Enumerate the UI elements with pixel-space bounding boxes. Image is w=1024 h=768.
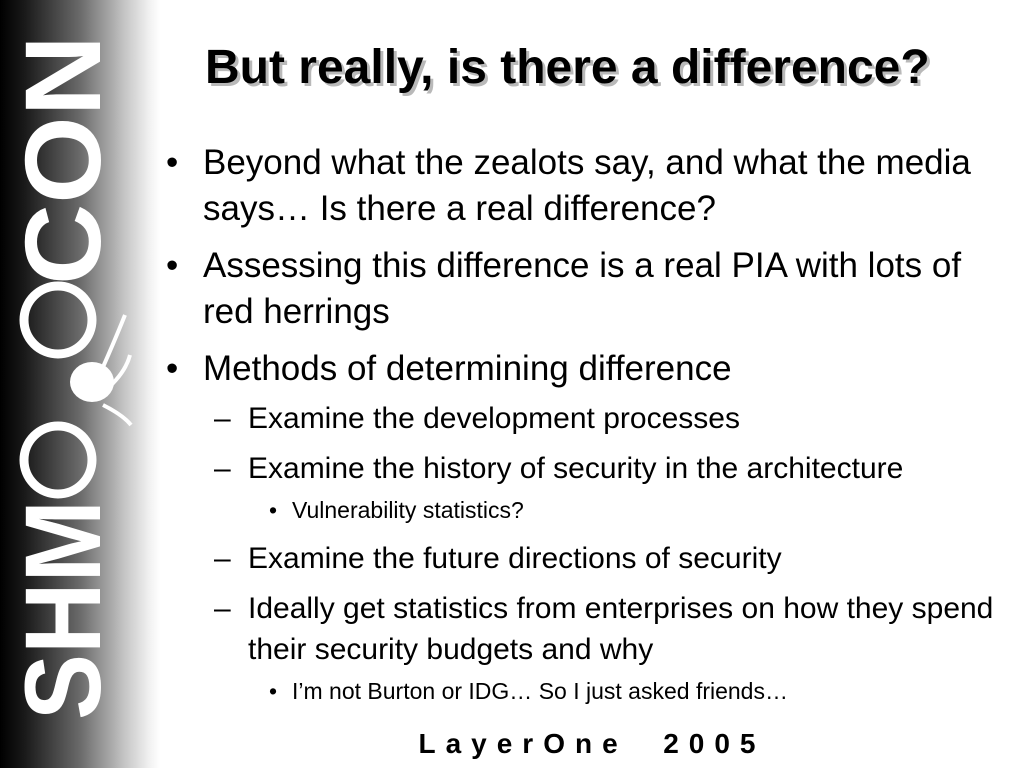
slide-title: But really, is there a difference? — [205, 41, 930, 94]
shmoocon-logo — [0, 0, 160, 768]
bullet-text: Methods of determining difference — [203, 349, 732, 388]
slide-footer: LayerOne 2005 — [418, 728, 766, 759]
bullet-marker: • — [166, 143, 179, 182]
sub-bullet-item — [166, 538, 1006, 579]
dash-marker: – — [214, 542, 231, 575]
logo-text-con: CON — [2, 45, 123, 285]
sub-sub-bullet-item — [166, 676, 1006, 706]
bullet-marker: • — [166, 349, 179, 388]
dash-marker: – — [214, 452, 231, 485]
bullet-text: Assessing this difference is a real PIA with lots of red herrings — [203, 246, 962, 331]
sub-bullet-text: Examine the development processes — [248, 402, 740, 435]
shmoocon-logo-sidebar — [0, 0, 160, 768]
bullet-marker: • — [166, 246, 179, 285]
bullet-text: Beyond what the zealots say, and what the media says… Is there a real difference? — [203, 143, 971, 228]
dash-marker: – — [214, 402, 231, 435]
logo-text-shm: SHM — [2, 480, 123, 720]
bullet-list — [166, 140, 1006, 719]
dash-marker: – — [214, 592, 231, 625]
bullet-marker: • — [269, 678, 278, 704]
sub-bullet-text: Examine the future directions of security — [248, 542, 782, 575]
shmoo-head-icon — [70, 362, 114, 402]
bullet-marker: • — [269, 497, 278, 523]
bullet-item — [166, 243, 1006, 335]
sub-bullet-item — [166, 448, 1006, 489]
sub-sub-bullet-text: I’m not Burton or IDG… So I just asked friends… — [292, 678, 788, 704]
sub-bullet-text: Examine the history of security in the architecture — [248, 452, 904, 485]
bullet-item — [166, 140, 1006, 232]
sub-bullet-item — [166, 588, 1006, 670]
sub-sub-bullet-item — [166, 495, 1006, 525]
sub-sub-bullet-text: Vulnerability statistics? — [292, 497, 524, 523]
sub-bullet-text: Ideally get statistics from enterprises on how they spend their security budgets and why — [248, 592, 994, 666]
sub-bullet-item — [166, 398, 1006, 439]
bullet-item — [166, 346, 1006, 392]
